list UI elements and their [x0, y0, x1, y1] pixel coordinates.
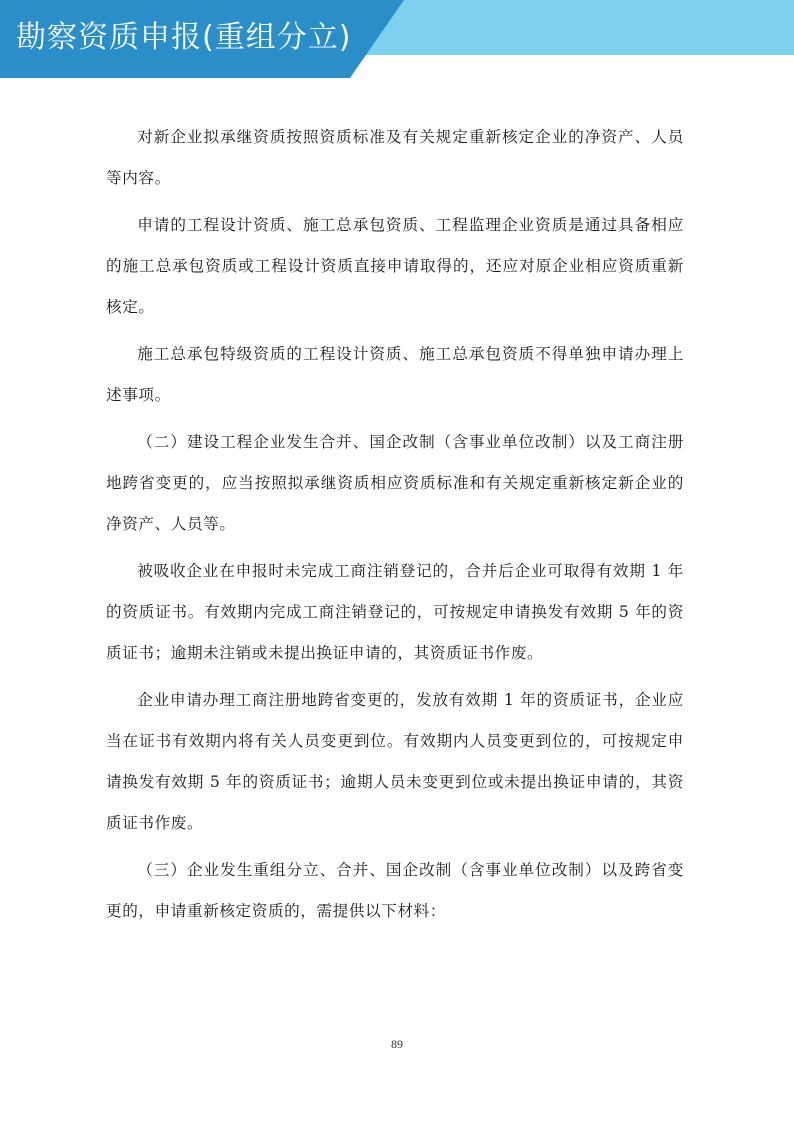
paragraph: 企业申请办理工商注册地跨省变更的，发放有效期 1 年的资质证书，企业应当在证书有效期内将有关人员变更到位。有效期内人员变更到位的，可按规定申请换发有效期 5 年的资质证书；逾期人员未变更到位或未提出换证申请的，其资质证书作废。 — [106, 691, 684, 832]
paragraph: 被吸收企业在申报时未完成工商注销登记的，合并后企业可取得有效期 1 年的资质证书。有效期内完成工商注销登记的，可按规定申请换发有效期 5 年的资质证书；逾期未注销或未提出换证申请的，其资质证书作废。 — [106, 562, 684, 662]
paragraph: （二）建设工程企业发生合并、国企改制（含事业单位改制）以及工商注册地跨省变更的，应当按照拟承继资质相应资质标准和有关规定重新核定新企业的净资产、人员等。 — [106, 433, 684, 533]
page-title: 勘察资质申报(重组分立) — [16, 20, 352, 55]
paragraph: （三）企业发生重组分立、合并、国企改制（含事业单位改制）以及跨省变更的，申请重新核定资质的，需提供以下材料： — [106, 861, 684, 920]
body-text — [106, 117, 684, 938]
header-banner — [0, 0, 794, 78]
paragraph: 对新企业拟承继资质按照资质标准及有关规定重新核定企业的净资产、人员等内容。 — [106, 128, 684, 187]
paragraph: 申请的工程设计资质、施工总承包资质、工程监理企业资质是通过具备相应的施工总承包资质或工程设计资质直接申请取得的，还应对原企业相应资质重新核定。 — [106, 216, 684, 316]
page-number: 89 — [391, 1037, 403, 1051]
paragraph: 施工总承包特级资质的工程设计资质、施工总承包资质不得单独申请办理上述事项。 — [106, 345, 684, 404]
